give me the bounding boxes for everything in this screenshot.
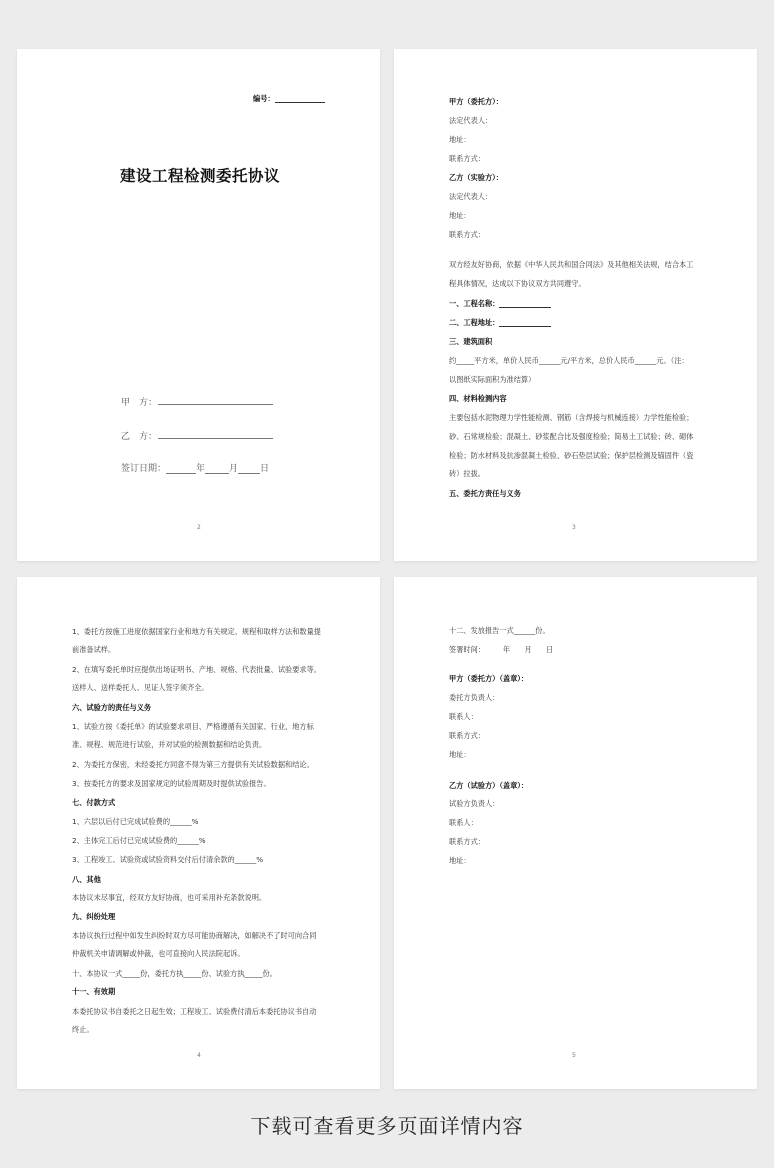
text-line: 1、六层以后付已完成试验费的______%	[72, 817, 199, 826]
text-line: 3、工程竣工、试验资或试验资料交付后付清余款的______%	[72, 855, 264, 864]
section-heading: 九、纠纷处理	[72, 912, 116, 921]
page-5	[394, 577, 757, 1089]
section-heading: 四、材料检测内容	[449, 394, 507, 403]
section-heading: 乙方（试验方）（盖章）：	[449, 781, 529, 790]
text-line: 联系人：	[449, 712, 478, 721]
page-4	[17, 577, 380, 1089]
text-line: 法定代表人：	[449, 192, 493, 201]
page-number: 4	[197, 1052, 201, 1059]
section-heading: 五、委托方责任与义务	[449, 489, 521, 498]
sign-date: 签订日期： 年 月 日	[121, 464, 270, 474]
text-line: 本协议执行过程中如发生纠纷时双方尽可能协商解决，如解决不了时可向合同	[72, 931, 317, 940]
page-2	[17, 49, 380, 561]
text-line: 联系方式：	[449, 731, 485, 740]
text-line: 委托方负责人：	[449, 693, 500, 702]
text-line: 地址：	[449, 750, 471, 759]
text-line: 程具体情况，达成以下协议双方共同遵守。	[449, 279, 586, 288]
text-line: 准、规程、规范进行试验，并对试验的检测数据和结论负责。	[72, 740, 267, 749]
blank-line	[499, 299, 551, 308]
text-line: 砂、石常规检验；混凝土、砂浆配合比及强度检验；简易土工试验；砖、砌体	[449, 432, 694, 441]
section-heading: 甲方（委托方）（盖章）：	[449, 674, 529, 683]
text-line: 检验；防水材料及抗渗混凝土检验、砂石垫层试验；保护层检测及锚固件（瓷	[449, 451, 694, 460]
party-b-label: 乙 方：	[121, 432, 158, 442]
party-a-label: 甲 方：	[121, 398, 158, 408]
document-title: 建设工程检测委托协议	[120, 167, 281, 185]
text-line: 1、试验方按《委托单》的试验要求项目、严格遵循有关国家、行业、地方标	[72, 722, 314, 731]
text-line: 法定代表人：	[449, 116, 493, 125]
section-heading: 七、付款方式	[72, 798, 116, 807]
text-line: 地址：	[449, 135, 471, 144]
page-number: 2	[197, 524, 201, 531]
text-line: 2、在填写委托单时应提供出场证明书、产地、规格、代表批量、试验要求等。	[72, 665, 321, 674]
page-number: 5	[572, 1052, 576, 1059]
section-heading: 甲方（委托方）：	[449, 97, 503, 106]
text-line: 终止。	[72, 1025, 94, 1034]
text-line: 试验方负责人：	[449, 799, 500, 808]
section-heading: 六、试验方的责任与义务	[72, 703, 152, 712]
text-line: 地址：	[449, 856, 471, 865]
text-line: 本委托协议书自委托之日起生效；工程竣工、试验费付清后本委托协议书自动	[72, 1007, 317, 1016]
text-line: 砖）拉拔。	[449, 469, 485, 478]
section-heading: 三、建筑面积	[449, 337, 493, 346]
section-heading: 乙方（实验方）：	[449, 173, 503, 182]
text-line: 2、主体完工后付已完成试验费的______%	[72, 836, 206, 845]
text-line: 前准备试样。	[72, 645, 116, 654]
text-line: 约_____平方米，单价人民币______元/平方米，总价人民币______元。（注：	[449, 356, 689, 365]
section-heading: 十一、有效期	[72, 987, 116, 996]
text-line: 1、委托方按施工进度依据国家行业和地方有关规定、规程和取样方法和数量提	[72, 627, 321, 636]
text-line: 联系方式：	[449, 230, 485, 239]
text-line: 联系方式：	[449, 837, 485, 846]
footer-caption: 下载可查看更多页面详情内容	[250, 1114, 524, 1138]
blank-line	[499, 318, 551, 327]
text-line: 3、按委托方的要求及国家规定的试验周期及时提供试验报告。	[72, 779, 271, 788]
section-heading: 二、工程地址：	[449, 318, 551, 327]
text-line: 联系人：	[449, 818, 478, 827]
text-line: 送样人、送样委托人、见证人签字须齐全。	[72, 683, 209, 692]
text-line: 地址：	[449, 211, 471, 220]
text-line: 联系方式：	[449, 154, 485, 163]
text-line: 以图纸实际面积为准结算）	[449, 375, 536, 384]
text-line: 本协议未尽事宜，经双方友好协商，也可采用补充条款说明。	[72, 893, 267, 902]
page-number: 3	[572, 524, 576, 531]
section-heading: 一、工程名称：	[449, 299, 551, 308]
text-line: 主要包括水泥物理力学性能检测、钢筋（含焊接与机械连接）力学性能检验；	[449, 413, 694, 422]
text-line: 十、本协议一式_____份，委托方执_____份、试验方执_____份。	[72, 969, 277, 978]
text-line: 2、为委托方保密，未经委托方同意不得为第三方提供有关试验数据和结论。	[72, 760, 314, 769]
text-line: 仲裁机关申请调解或仲裁，也可直接向人民法院起诉。	[72, 949, 245, 958]
number-label: 编号：	[253, 94, 325, 103]
text-line: 签署时间： 年 月 日	[449, 645, 554, 654]
party-a-line	[158, 404, 273, 405]
text-line: 十二、发放报告一式______份。	[449, 626, 550, 635]
page-3	[394, 49, 757, 561]
party-b-line	[158, 438, 273, 439]
text-line: 双方经友好协商，依据《中华人民共和国合同法》及其他相关法规，结合本工	[449, 260, 694, 269]
section-heading: 八、其他	[72, 875, 101, 884]
